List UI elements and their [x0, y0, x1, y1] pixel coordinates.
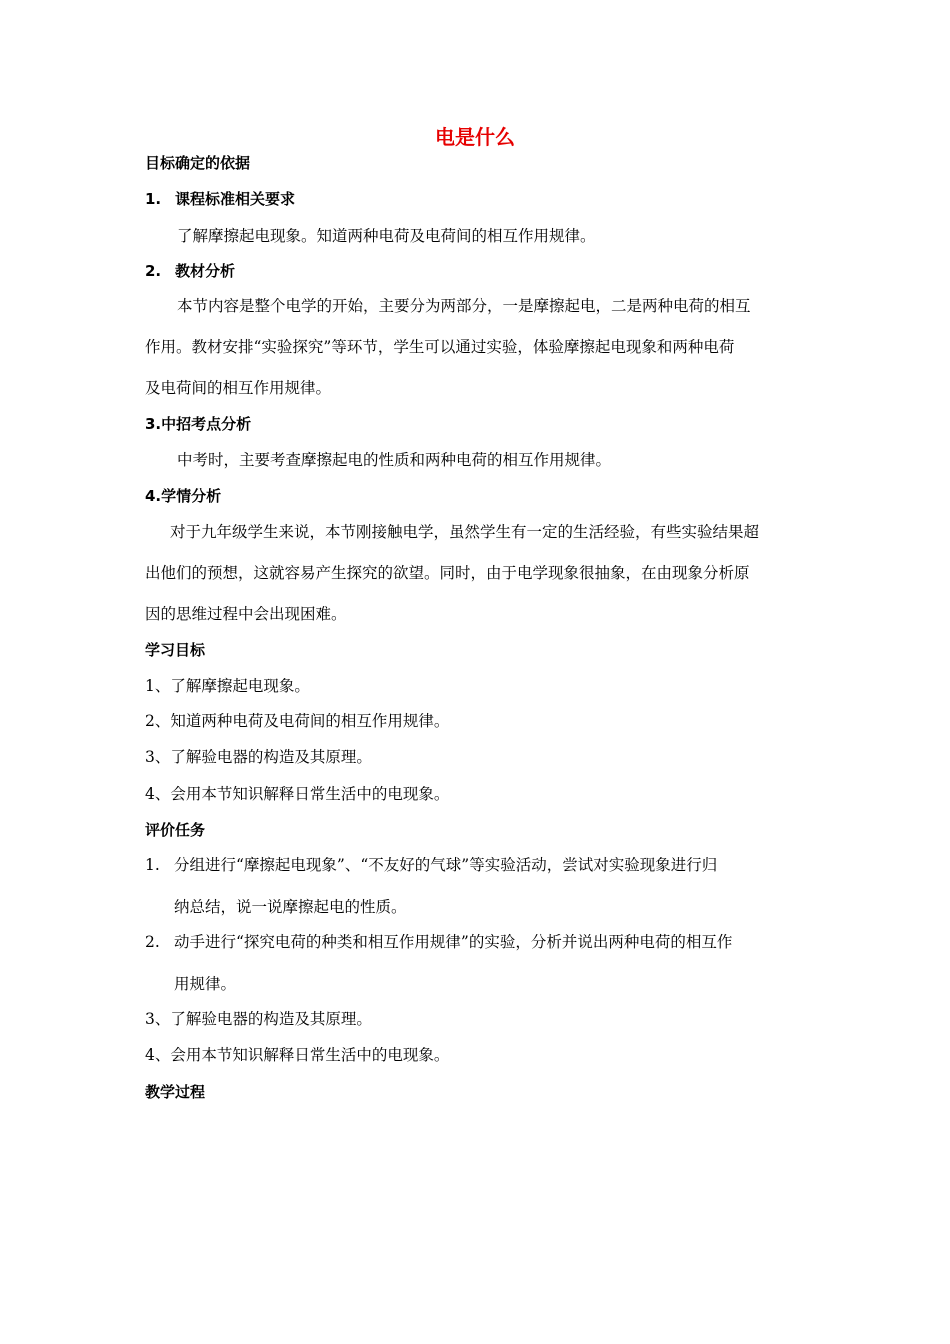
evaluation-item-line: 动手进行“探究电荷的种类和相互作用规律”的实验，分析并说出两种电荷的相互作 [174, 933, 733, 951]
section-heading-item1 [145, 188, 295, 210]
item4-body-line: 出他们的预想，这就容易产生探究的欲望。同时，由于电学现象很抽象，在由现象分析原 [145, 564, 750, 582]
item1-number: 1. [145, 190, 162, 208]
section-heading-objectives: 学习目标 [145, 641, 206, 659]
item2-body-line: 作用。教材安排“实验探究”等环节，学生可以通过实验，体验摩擦起电现象和两种电荷 [145, 338, 735, 356]
section-heading-process: 教学过程 [145, 1083, 206, 1101]
item1-heading: 课程标准相关要求 [175, 190, 296, 208]
item1-body-line: 了解摩擦起电现象。知道两种电荷及电荷间的相互作用规律。 [177, 227, 596, 245]
evaluation-item-line: 用规律。 [174, 975, 237, 993]
evaluation-item-number: 1. [145, 856, 160, 874]
objective-item: 3、了解验电器的构造及其原理。 [145, 748, 372, 766]
item2-heading: 教材分析 [175, 262, 236, 280]
objective-item: 2、知道两种电荷及电荷间的相互作用规律。 [145, 712, 450, 730]
section-heading-evaluation: 评价任务 [145, 821, 206, 839]
evaluation-plain-item: 3、了解验电器的构造及其原理。 [145, 1010, 372, 1028]
item2-body-line: 及电荷间的相互作用规律。 [145, 379, 332, 397]
evaluation-item-number: 2. [145, 933, 160, 951]
document-title: 电是什么 [435, 125, 515, 149]
item2-body-line: 本节内容是整个电学的开始，主要分为两部分，一是摩擦起电，二是两种电荷的相互 [177, 297, 751, 315]
item2-number: 2. [145, 262, 162, 280]
section-heading-item2 [145, 260, 235, 282]
item4-body-line: 因的思维过程中会出现困难。 [145, 605, 347, 623]
objective-item: 4、会用本节知识解释日常生活中的电现象。 [145, 785, 450, 803]
section-heading-item3: 3.中招考点分析 [145, 415, 252, 433]
item4-body-line: 对于九年级学生来说，本节刚接触电学，虽然学生有一定的生活经验，有些实验结果超 [170, 523, 760, 541]
evaluation-item-line: 分组进行“摩擦起电现象”、“不友好的气球”等实验活动，尝试对实验现象进行归 [174, 856, 718, 874]
section-heading-item4: 4.学情分析 [145, 487, 222, 505]
evaluation-item-line: 纳总结，说一说摩擦起电的性质。 [174, 898, 407, 916]
evaluation-plain-item: 4、会用本节知识解释日常生活中的电现象。 [145, 1046, 450, 1064]
item3-body-line: 中考时，主要考查摩擦起电的性质和两种电荷的相互作用规律。 [177, 451, 612, 469]
objective-item: 1、了解摩擦起电现象。 [145, 677, 310, 695]
section-heading-basis: 目标确定的依据 [145, 154, 251, 172]
